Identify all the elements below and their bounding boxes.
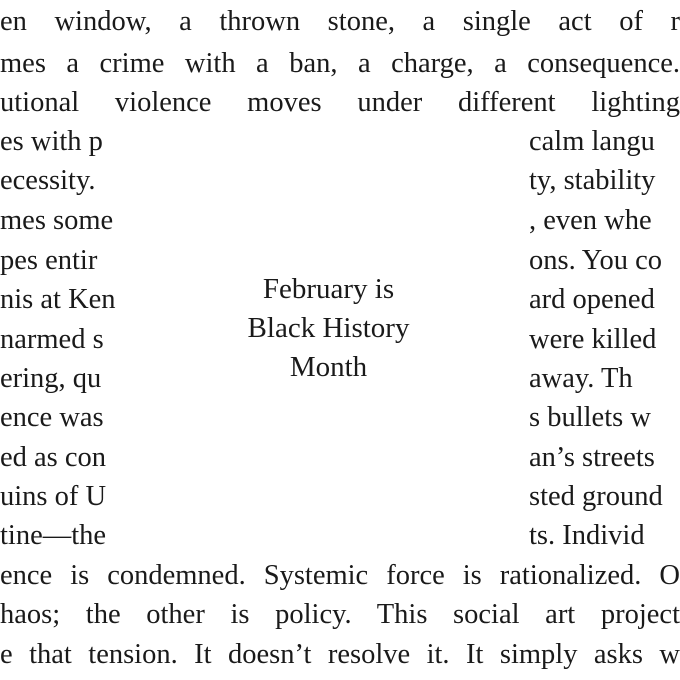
essay-line-top-2: mes a crime with a ban, a charge, a consequence. [0, 48, 680, 79]
essay-fragment-right-8: s bullets w [529, 402, 651, 433]
essay-fragment-right-7: away. Th [529, 363, 633, 394]
essay-fragment-left-8: ence was [0, 402, 104, 433]
essay-line-top-3: utional violence moves under different lighting [0, 87, 680, 118]
essay-fragment-right-2: ty, stability [529, 165, 656, 196]
essay-fragment-right-9: an’s streets [529, 442, 655, 473]
essay-fragment-left-2: ecessity. [0, 165, 96, 196]
essay-fragment-right-3: , even whe [529, 205, 652, 236]
essay-fragment-left-4: pes entir [0, 245, 98, 276]
essay-line-top-1: en window, a thrown stone, a single act of r [0, 6, 680, 37]
essay-fragment-left-1: es with p [0, 126, 103, 157]
essay-fragment-left-6: narmed s [0, 324, 104, 355]
center-message-line-3: Month [289, 351, 368, 383]
essay-fragment-right-4: ons. You co [529, 245, 663, 276]
essay-line-bottom-1: ence is condemned. Systemic force is rationalized. O [0, 560, 680, 591]
center-message-box [128, 121, 529, 554]
essay-fragment-right-6: were killed [529, 324, 657, 355]
center-message [219, 270, 439, 387]
essay-fragment-right-1: calm langu [529, 126, 655, 157]
essay-fragment-left-7: ering, qu [0, 363, 102, 394]
center-message-line-1: February is [262, 273, 395, 305]
essay-fragment-right-11: ts. Individ [529, 520, 645, 551]
essay-line-bottom-3: e that tension. It doesn’t resolve it. It simply asks w [0, 639, 680, 670]
center-message-line-2: Black History [247, 312, 410, 344]
essay-fragment-left-3: mes some [0, 205, 114, 236]
essay-fragment-left-10: uins of U [0, 481, 107, 512]
essay-fragment-left-9: ed as con [0, 442, 107, 473]
essay-fragment-right-5: ard opened [529, 284, 655, 315]
essay-fragment-left-11: tine—the [0, 520, 107, 551]
essay-line-bottom-2: haos; the other is policy. This social art project [0, 599, 680, 630]
essay-fragment-right-10: sted ground [529, 481, 663, 512]
essay-fragment-left-5: nis at Ken [0, 284, 116, 315]
